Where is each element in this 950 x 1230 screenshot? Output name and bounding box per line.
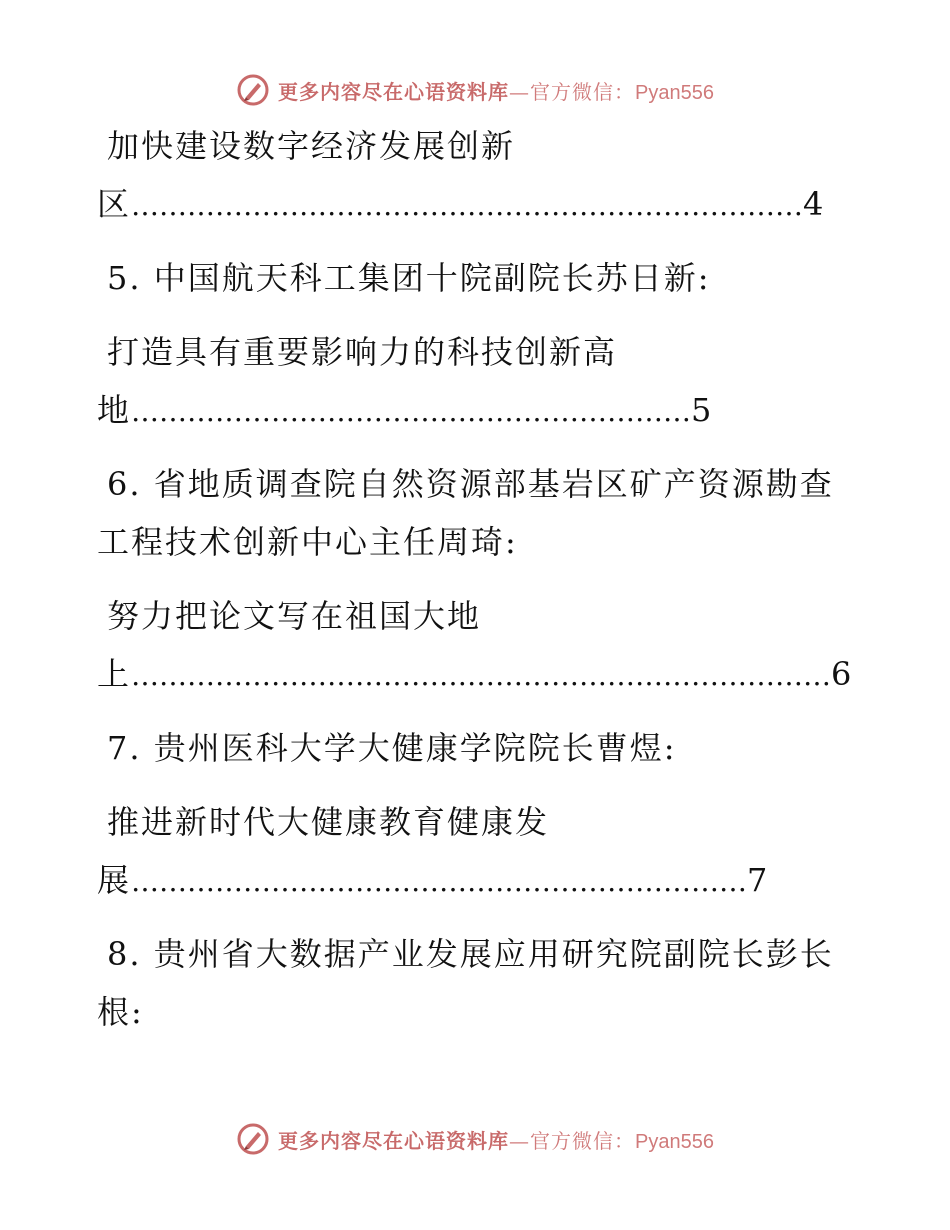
watermark-text xyxy=(278,76,714,105)
toc-entry-last-char: 展 xyxy=(97,861,132,899)
watermark-id: Pyan556 xyxy=(635,1130,714,1153)
toc-entry-title: 打造具有重要影响力的科技创新高 xyxy=(107,333,618,371)
toc-leader-dots: ……………………………………………………………… xyxy=(131,189,804,222)
toc-entry-last-char: 地 xyxy=(97,391,132,429)
toc-heading: 6. 省地质调查院自然资源部基岩区矿产资源勘查 xyxy=(107,465,834,503)
toc-heading: 5. 中国航天科工集团十院副院长苏日新: xyxy=(107,259,711,297)
toc-leader-dots: ………………………………………………………………… xyxy=(131,659,832,692)
toc-page-number: 4 xyxy=(803,185,824,223)
watermark-rest: —官方微信： xyxy=(509,79,636,104)
toc-heading-continuation: 根: xyxy=(97,993,144,1031)
toc-entry-leader-line xyxy=(97,860,767,902)
toc-entry-title: 加快建设数字经济发展创新 xyxy=(107,127,516,165)
watermark-brand: 更多内容尽在心语资料库 xyxy=(278,1128,510,1153)
watermark-brand: 更多内容尽在心语资料库 xyxy=(278,79,510,104)
toc-entry-leader-line xyxy=(97,654,851,696)
toc-page-number: 7 xyxy=(747,861,768,899)
toc-entry-title: 推进新时代大健康教育健康发 xyxy=(107,803,550,841)
toc-page-number: 5 xyxy=(691,391,712,429)
watermark-top xyxy=(0,70,950,110)
toc-heading-continuation: 工程技术创新中心主任周琦: xyxy=(97,523,518,561)
toc-leader-dots: ………………………………………………………… xyxy=(131,865,748,898)
watermark-bottom xyxy=(0,1119,950,1159)
watermark-id: Pyan556 xyxy=(635,81,714,104)
toc-page-number: 6 xyxy=(831,655,852,693)
toc-entry-last-char: 区 xyxy=(97,185,132,223)
toc-entry-leader-line xyxy=(97,184,823,226)
watermark-rest: —官方微信： xyxy=(509,1128,636,1153)
watermark-text xyxy=(278,1125,714,1154)
toc-entry-title: 努力把论文写在祖国大地 xyxy=(107,597,482,635)
pen-circle-logo-icon xyxy=(236,1122,270,1156)
toc-heading: 8. 贵州省大数据产业发展应用研究院副院长彭长 xyxy=(107,935,834,973)
pen-circle-logo-icon xyxy=(236,73,270,107)
toc-entry-last-char: 上 xyxy=(97,655,132,693)
toc-entry-leader-line xyxy=(97,390,711,432)
toc-leader-dots: …………………………………………………… xyxy=(131,395,692,428)
toc-heading: 7. 贵州医科大学大健康学院院长曹煜: xyxy=(107,729,677,767)
